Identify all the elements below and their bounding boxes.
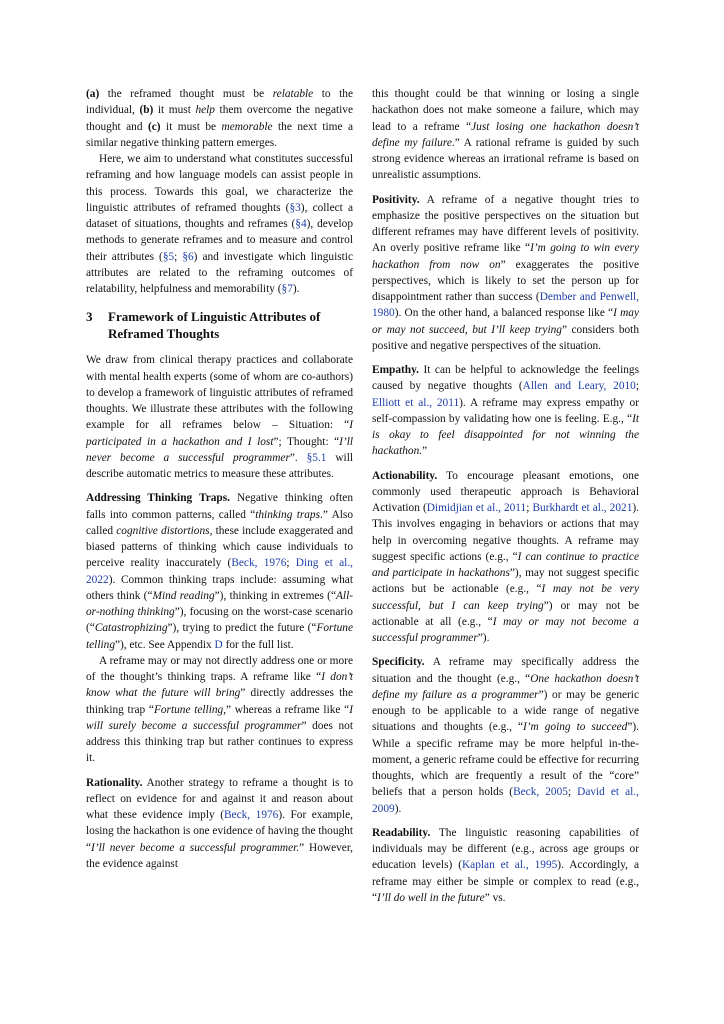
text-run: Another strategy to reframe a thought is to reflect on evidence for and against it and reason about what these evidence imply ( bbox=[86, 776, 353, 821]
text-run: this thought could be that winning or losing a single hackathon does not make someone a failure, which may lead to a reframe “ bbox=[372, 88, 639, 133]
text-run: ”; Thought: “ bbox=[273, 435, 340, 448]
text-run: Negative thinking often falls into common patterns, called “ bbox=[86, 492, 353, 521]
text-run: the next time a similar negative thinking pattern emerges. bbox=[86, 120, 354, 149]
italic-text: memorable bbox=[221, 120, 273, 133]
citation-link[interactable]: Elliott et al., 2011 bbox=[372, 396, 460, 409]
text-run: ,” whereas a reframe like “ bbox=[223, 703, 350, 716]
text-run: .” Also called bbox=[86, 508, 354, 537]
section-number: 3 bbox=[86, 309, 93, 325]
italic-text: Mind reading bbox=[152, 589, 215, 602]
italic-text: I’m going to succeed bbox=[523, 721, 628, 734]
text-run: , these include exaggerated and biased patterns of thinking which cause individuals to perceive reality inaccurately ( bbox=[86, 524, 353, 570]
text-run: ). A reframe may express empathy or self-compassion by validating how one is feeling. E.g., “ bbox=[372, 396, 639, 425]
bold-text: Actionability. bbox=[372, 469, 438, 482]
citation-link[interactable]: Ding et al., 2022 bbox=[86, 557, 353, 586]
section-heading bbox=[86, 308, 353, 342]
rationality-continued-paragraph bbox=[372, 86, 639, 184]
text-run: Here, we aim to understand what constitutes successful reframing and how language models can assist people in this process. Towards this goal, we characterize the linguistic attributes of reframed thoughts ( bbox=[86, 153, 353, 214]
text-run: ), develop methods to generate reframes and to measure and control their attributes ( bbox=[86, 218, 353, 263]
bold-text: Rationality. bbox=[86, 776, 143, 789]
text-run: It can be helpful to acknowledge the feelings caused by negative thoughts ( bbox=[372, 364, 639, 393]
italic-text: I’ll never become a successful programmer bbox=[86, 435, 354, 464]
italic-text: I may or may not become a successful programmer bbox=[372, 615, 639, 644]
citation-link[interactable]: §7 bbox=[281, 283, 293, 295]
bold-text: (c) bbox=[147, 120, 161, 133]
specificity-paragraph bbox=[372, 654, 639, 817]
citation-link[interactable]: Beck, 2005 bbox=[513, 786, 568, 799]
citation-link[interactable]: Allen and Leary, 2010 bbox=[522, 380, 636, 393]
section-title: Framework of Linguistic Attributes of Reframed Thoughts bbox=[108, 309, 321, 342]
text-run: ” directly addresses the thinking trap “ bbox=[86, 687, 353, 716]
readability-paragraph bbox=[372, 825, 639, 906]
text-run: ” does not address this thinking trap but rather continues to express it. bbox=[86, 719, 353, 765]
text-run: ; bbox=[174, 250, 183, 263]
italic-text: I’ll never become a successful programmer. bbox=[91, 841, 300, 854]
italic-text: Just losing one hackathon doesn’t define my failure bbox=[372, 120, 639, 149]
text-run: ). Common thinking traps include: assuming what others think (“ bbox=[86, 573, 353, 602]
citation-link[interactable]: §5 bbox=[162, 250, 175, 263]
italic-text: thinking traps bbox=[255, 508, 321, 521]
italic-text: I may or may not succeed, but I’ll keep trying bbox=[372, 307, 640, 336]
text-run: .” A rational reframe is guided by such strong evidence whereas an irrational reframe is based on unrealistic assumptions. bbox=[372, 136, 639, 182]
italic-text: I’ll do well in the future bbox=[377, 891, 485, 904]
italic-text: Fortune telling bbox=[153, 703, 224, 716]
text-run: ”), thinking in extremes (“ bbox=[214, 589, 336, 602]
text-run: ” vs. bbox=[484, 891, 506, 904]
bold-text: (b) bbox=[139, 104, 154, 117]
text-run: A reframe may specifically address the situation and the thought (e.g., “ bbox=[372, 656, 639, 685]
text-run: it must be bbox=[160, 120, 222, 133]
text-run: ” However, the evidence against bbox=[86, 841, 353, 870]
aim-paragraph bbox=[86, 151, 353, 297]
reframe-traps-paragraph bbox=[86, 653, 353, 767]
citation-link[interactable]: §5.1 bbox=[306, 451, 327, 464]
italic-text: It is okay to feel disappointed for not winning the hackathon. bbox=[372, 412, 639, 458]
text-run: ”) or may be generic enough to be applicable to a wide range of negative situations and thoughts (e.g., “ bbox=[372, 688, 639, 734]
italic-text: I can continue to practice and participate in hackathons bbox=[372, 550, 639, 579]
thinking-traps-paragraph bbox=[86, 490, 353, 653]
citation-link[interactable]: §4 bbox=[295, 218, 307, 230]
bold-text: Positivity. bbox=[372, 193, 420, 206]
text-run: the reframed thought must be bbox=[99, 88, 273, 100]
text-run: ” considers both positive and negative perspectives of the situation. bbox=[372, 323, 640, 352]
italic-text: cognitive distortions bbox=[116, 524, 210, 537]
text-run: ”). While a specific reframe may be more helpful in-the-moment, a generic reframe could be effective for recurring thoughts, which are frequently a result of the “core” beliefs that a person holds ( bbox=[372, 721, 639, 799]
text-run: To encourage pleasant emotions, one commonly used therapeutic approach is Behavioral Activation ( bbox=[372, 469, 639, 514]
text-run: ). bbox=[292, 283, 300, 295]
text-run: ; bbox=[526, 502, 533, 514]
text-run: ” bbox=[422, 445, 428, 458]
citation-link[interactable]: David et al., 2009 bbox=[372, 786, 639, 815]
text-run: them overcome the negative thought and bbox=[86, 104, 353, 133]
text-run: ”). bbox=[477, 632, 490, 644]
text-run: ”), trying to predict the future (“ bbox=[167, 622, 317, 635]
right-column bbox=[372, 86, 639, 906]
text-run: A reframe of a negative thought tries to emphasize the positive perspectives on the situation but different reframes may have different levels of positivity. An overly positive reframe like “ bbox=[372, 193, 639, 255]
left-column bbox=[86, 86, 353, 872]
text-run: The linguistic reasoning capabilities of individuals may be different (e.g., across age groups or education levels) ( bbox=[372, 826, 639, 872]
italic-text: One hackathon doesn’t define my failure as a programmer bbox=[372, 672, 639, 701]
text-run: ). This involves engaging in behaviors or actions that may help in overcoming negative thoughts. A reframe may suggest specific actions (e.g., “ bbox=[372, 502, 639, 563]
text-run: ”), focusing on the worst-case scenario (“ bbox=[86, 606, 353, 635]
italic-text: I may not be very successful, but I can keep trying bbox=[372, 583, 639, 612]
italic-text: help bbox=[195, 104, 215, 117]
text-run: ”), etc. See Appendix bbox=[115, 638, 215, 651]
text-run: ). bbox=[394, 802, 402, 815]
framework-paragraph bbox=[86, 352, 353, 482]
citation-link[interactable]: Burkhardt et al., 2021 bbox=[532, 502, 633, 514]
citation-link[interactable]: §3 bbox=[289, 201, 301, 214]
empathy-paragraph bbox=[372, 362, 639, 460]
text-run: for the full list. bbox=[222, 638, 294, 651]
italic-text: Catastrophizing bbox=[94, 622, 168, 635]
citation-link[interactable]: §6 bbox=[182, 250, 194, 263]
text-run: ”. bbox=[289, 451, 307, 464]
actionability-paragraph bbox=[372, 468, 639, 647]
italic-text: I’m going to win every hackathon from now on bbox=[372, 242, 640, 271]
text-run: ). Accordingly, a reframe may either be simple or complex to read (e.g., “ bbox=[372, 859, 639, 904]
text-run: A reframe may or may not directly address one or more of the thought’s thinking traps. A reframe like “ bbox=[86, 654, 353, 683]
text-run: ; bbox=[286, 557, 296, 570]
bold-text: Addressing Thinking Traps. bbox=[86, 492, 230, 505]
text-run: ). On the other hand, a balanced response like “ bbox=[394, 307, 614, 320]
text-run: ). For example, losing the hackathon is one evidence of having the thought “ bbox=[86, 809, 354, 854]
citation-link[interactable]: Beck, 1976 bbox=[231, 557, 287, 570]
citation-link[interactable]: Dember and Penwell, 1980 bbox=[372, 291, 639, 320]
italic-text: I will surely become a successful programmer bbox=[86, 703, 353, 732]
intro-paragraph bbox=[86, 86, 353, 151]
text-run: it must bbox=[153, 104, 196, 117]
rationality-paragraph bbox=[86, 775, 353, 873]
italic-text: I don’t know what the future will bring bbox=[86, 671, 353, 700]
text-run: ”), may not suggest specific actions but be actionable (e.g., “ bbox=[372, 567, 639, 596]
positivity-paragraph bbox=[372, 192, 639, 355]
bold-text: Empathy. bbox=[372, 364, 419, 376]
italic-text: I participated in a hackathon and I lost bbox=[86, 419, 353, 448]
text-run: ”) or may not be actionable at all (e.g., “ bbox=[372, 599, 639, 628]
text-run: ) and investigate which linguistic attributes are related to the reframing outcomes of relatability, helpfulness and memorability ( bbox=[86, 250, 353, 295]
text-run: ; bbox=[635, 380, 639, 393]
italic-text: relatable bbox=[272, 88, 314, 100]
bold-text: Readability. bbox=[372, 826, 431, 839]
text-run: will describe automatic metrics to measure these attributes. bbox=[86, 451, 353, 480]
citation-link[interactable]: Beck, 1976 bbox=[223, 809, 279, 821]
italic-text: Fortune telling bbox=[86, 622, 353, 651]
text-run: ; bbox=[567, 786, 578, 799]
citation-link[interactable]: Kaplan et al., 1995 bbox=[461, 859, 558, 872]
bold-text: (a) bbox=[86, 88, 100, 100]
text-run: We draw from clinical therapy practices and collaborate with mental health experts (some of whom are co-authors) to develop a framework of linguistic attributes of reframed thoughts. We illustrate these attributes with the following example for all reframes below – Situation: “ bbox=[86, 354, 353, 432]
citation-link[interactable]: D bbox=[214, 638, 223, 651]
text-run: ), collect a dataset of situations, thoughts and reframes ( bbox=[86, 201, 353, 230]
italic-text: All-or-nothing thinking bbox=[86, 589, 353, 618]
bold-text: Specificity. bbox=[372, 656, 425, 669]
text-run: ” exaggerates the positive perspectives, which is likely to set the person up for disappointment rather than success ( bbox=[372, 258, 639, 303]
citation-link[interactable]: Dimidjian et al., 2011 bbox=[426, 502, 527, 514]
text-run: to the individual, bbox=[86, 88, 353, 117]
